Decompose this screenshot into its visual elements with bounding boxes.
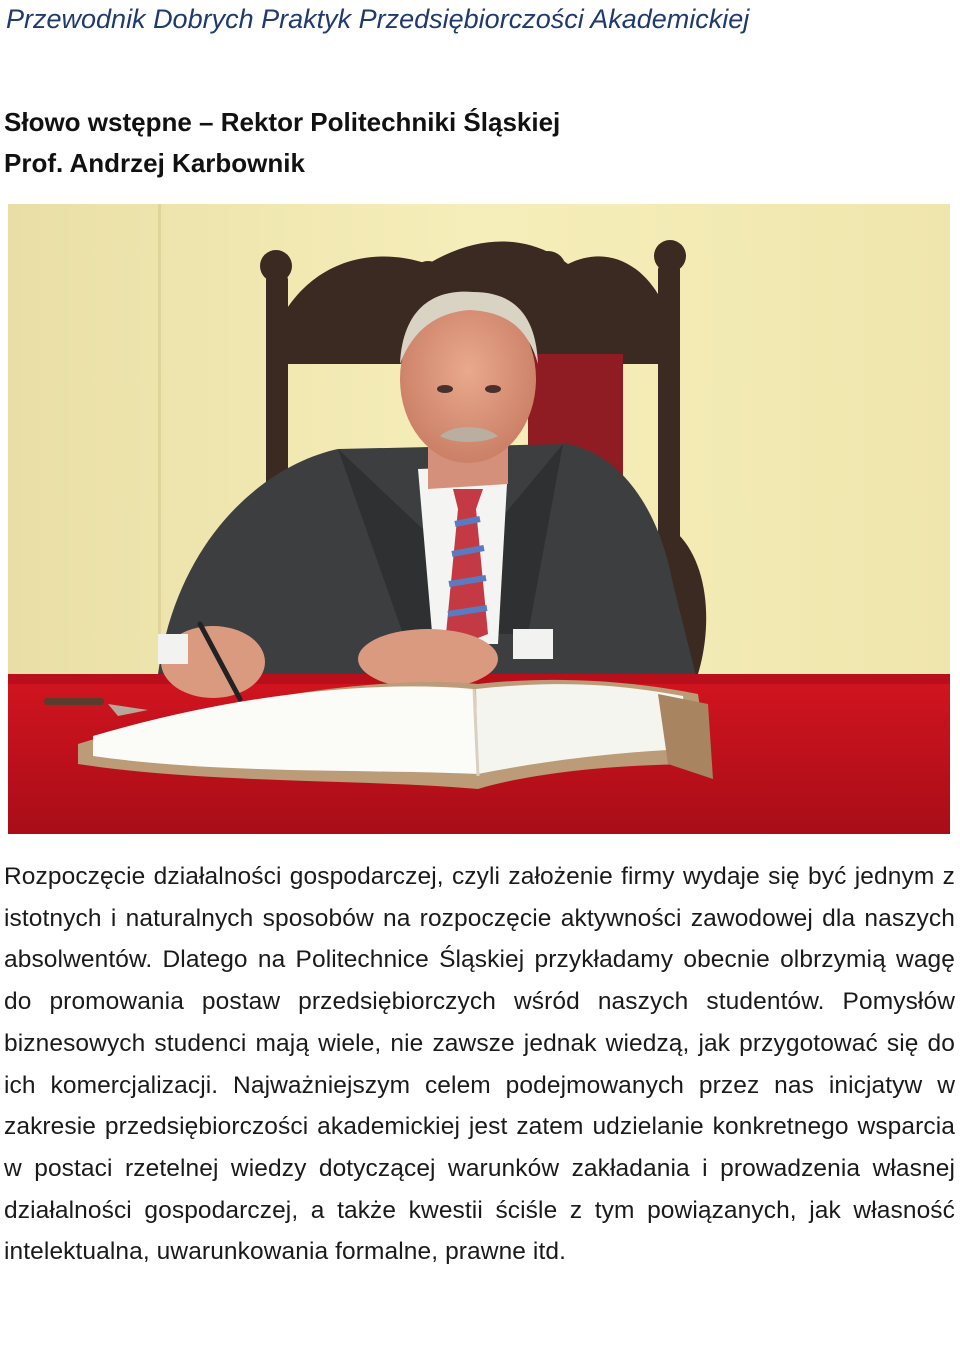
foreword-heading: Słowo wstępne – Rektor Politechniki Śląskiej: [4, 107, 561, 137]
author-name: Prof. Andrzej Karbownik: [4, 148, 305, 178]
portrait-photo: [8, 204, 950, 834]
foreword-paragraph: Rozpoczęcie działalności gospodarczej, czyli założenie firmy wydaje się być jednym z istotnych i naturalnych sposobów na rozpoczęcie aktywności zawodowej dla naszych absolwentów. Dlatego na Politechnice Śląskiej przykładamy obecnie olbrzymią wagę do promowania postaw przedsiębiorczych wśród naszych studentów. Pomysłów biznesowych studenci mają wiele, nie zawsze jednak wiedzą, jak przygotować się do ich komercjalizacji. Najważniejszym celem podejmowanych przez nas inicjatyw w zakresie przedsiębiorczości akademickiej jest zatem udzielanie konkretnego wsparcia w postaci rzetelnej wiedzy dotyczącej warunków zakładania i prowadzenia własnej działalności gospodarczej, a także kwestii ściśle z tym powiązanych, jak własność intelektualna, uwarunkowania formalne, prawne itd.: [4, 863, 955, 1266]
portrait-photo-illustration: [8, 204, 950, 834]
document-header-title: Przewodnik Dobrych Praktyk Przedsiębiorczości Akademickiej: [6, 4, 750, 34]
